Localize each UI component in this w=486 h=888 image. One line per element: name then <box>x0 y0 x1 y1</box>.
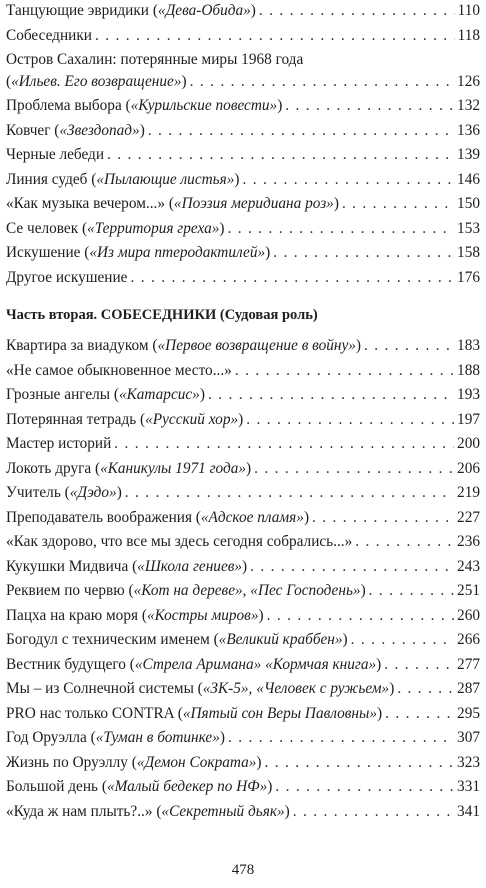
toc-group-part-two <box>6 337 480 827</box>
toc-entry-title: «Как здорово, что все мы здесь сегодня собрались...» <box>6 533 353 550</box>
toc-entry <box>6 386 480 411</box>
toc-page-number: 341 <box>457 802 480 820</box>
dot-leader <box>385 705 454 723</box>
toc-entry-title: Кукушки Мидвича («Школа гениев») <box>6 557 248 575</box>
toc-page-number: 206 <box>457 459 480 477</box>
dot-leader <box>114 435 454 453</box>
toc-page-number: 150 <box>457 195 480 212</box>
toc-entry <box>6 582 480 607</box>
toc-entry <box>6 558 480 583</box>
dot-leader <box>246 411 454 429</box>
dot-leader <box>364 337 454 355</box>
toc-entry <box>6 2 480 27</box>
toc-entry-title: Линия судеб («Пылающие листья») <box>6 170 240 188</box>
toc-entry-title: «Как музыка вечером...» («Поэзия меридиана роз») <box>6 195 339 212</box>
toc-page-number: 307 <box>457 729 480 746</box>
toc-entry <box>6 435 480 460</box>
toc-entry <box>6 729 480 754</box>
toc-entry <box>6 269 480 294</box>
toc-entry-title-line: Остров Сахалин: потерянные миры 1968 года <box>6 51 304 68</box>
dot-leader <box>397 680 454 698</box>
toc-page-number: 158 <box>457 244 480 261</box>
toc-page-number: 110 <box>457 2 480 19</box>
dot-leader <box>259 2 455 20</box>
toc-entry-title: Вестник будущего («Стрела Аримана» «Кормчая книга») <box>6 655 382 673</box>
dot-leader <box>190 73 454 91</box>
toc-entry <box>6 509 480 534</box>
toc-entry <box>6 27 480 52</box>
toc-entry-continued <box>6 73 480 97</box>
toc-page-number: 287 <box>457 680 480 697</box>
dot-leader <box>267 607 454 625</box>
toc-entry-title: Квартира за виадуком («Первое возвращение в войну») <box>6 337 362 354</box>
dot-leader <box>369 582 454 600</box>
part-heading: Часть вторая. СОБЕСЕДНИКИ (Судовая роль) <box>6 307 318 323</box>
toc-entry-title: Пацха на краю моря («Костры миров») <box>6 606 264 624</box>
toc-page-number: 188 <box>457 361 480 379</box>
dot-leader <box>107 146 454 164</box>
toc-page-number: 243 <box>457 557 480 575</box>
toc-entry <box>6 337 480 362</box>
toc-page-number: 219 <box>457 484 480 501</box>
dot-leader <box>355 533 454 551</box>
toc-entry-title: Ковчег («Звездопад») <box>6 121 145 139</box>
toc-entry-title: Мы – из Солнечной системы («ЗК-5», «Человек с ружьем») <box>6 680 395 697</box>
dot-leader <box>273 244 454 262</box>
dot-leader <box>265 754 455 772</box>
toc-page-number: 227 <box>457 508 480 526</box>
toc-entry-title: Искушение («Из мира птеродактилей») <box>6 244 271 261</box>
toc-entry-title: Жизнь по Оруэллу («Демон Сократа») <box>6 753 262 771</box>
toc-page-number: 266 <box>457 631 480 648</box>
toc-entry-title: Танцующие эвридики («Дева-Обида») <box>6 2 256 19</box>
dot-leader <box>125 484 454 502</box>
toc-entry <box>6 754 480 779</box>
toc-entry-sakhalin <box>6 51 480 97</box>
dot-leader <box>242 171 454 189</box>
toc-entry <box>6 705 480 730</box>
toc-entry-title: Преподаватель воображения («Адское пламя») <box>6 508 310 526</box>
toc-entry <box>6 680 480 705</box>
dot-leader <box>351 631 454 649</box>
toc-page-number: 323 <box>457 753 480 771</box>
toc-entry-title: Год Оруэлла («Туман в ботинке») <box>6 729 225 746</box>
dot-leader <box>384 656 454 674</box>
dot-leader <box>228 729 454 747</box>
toc-entry <box>6 460 480 485</box>
toc-entry <box>6 146 480 171</box>
toc-entry <box>6 607 480 632</box>
toc-group-part-one-a <box>6 2 480 51</box>
dot-leader <box>342 195 454 213</box>
toc-entry-title: Черные лебеди <box>6 146 105 163</box>
toc-entry <box>6 533 480 558</box>
toc-entry <box>6 362 480 387</box>
toc-page-number: 132 <box>457 97 480 114</box>
toc-page-number: 176 <box>457 268 480 286</box>
toc-entry <box>6 631 480 656</box>
toc-page-number: 251 <box>457 582 480 599</box>
toc-page-number: 197 <box>457 410 480 428</box>
toc-entry <box>6 411 480 436</box>
toc-page-number: 126 <box>457 72 480 90</box>
toc-group-part-one-b <box>6 97 480 293</box>
dot-leader <box>293 803 454 821</box>
dot-leader <box>95 27 455 45</box>
dot-leader <box>285 97 454 115</box>
toc-page-number: 193 <box>457 386 480 403</box>
toc-entry-title: Реквием по червю («Кот на дереве», «Пес Господень») <box>6 582 366 599</box>
toc-entry-title: Грозные ангелы («Катарсис») <box>6 386 205 403</box>
toc-entry <box>6 244 480 269</box>
dot-leader <box>235 362 454 380</box>
toc-entry <box>6 656 480 681</box>
toc-entry <box>6 778 480 803</box>
toc-entry-title: Се человек («Территория греха») <box>6 219 225 237</box>
page-number-folio: 478 <box>231 862 255 878</box>
dot-leader <box>254 460 454 478</box>
toc-entry-title: Потерянная тетрадь («Русский хор») <box>6 410 244 428</box>
dot-leader <box>148 122 454 140</box>
toc-page-number: 236 <box>457 533 480 550</box>
toc-page-number: 118 <box>457 26 480 44</box>
toc-entry-title: Локоть друга («Каникулы 1971 года») <box>6 459 252 477</box>
toc-page-number: 200 <box>457 435 480 452</box>
toc-entry-title: PRO нас только CONTRA («Пятый сон Веры Павловны») <box>6 704 383 722</box>
toc-entry <box>6 484 480 509</box>
toc-entry <box>6 122 480 147</box>
toc-entry <box>6 171 480 196</box>
toc-page-number: 295 <box>457 704 480 722</box>
toc-entry-title: «Куда ж нам плыть?..» («Секретный дьяк») <box>6 802 290 820</box>
toc-page-number: 153 <box>457 219 480 237</box>
toc-page-number: 183 <box>457 337 480 354</box>
table-of-contents <box>6 2 480 827</box>
toc-page-number: 260 <box>457 606 480 624</box>
dot-leader <box>208 386 454 404</box>
toc-entry <box>6 97 480 122</box>
toc-entry-title: («Ильев. Его возвращение») <box>6 72 187 90</box>
dot-leader <box>130 269 454 287</box>
toc-entry <box>6 195 480 220</box>
dot-leader <box>250 558 454 576</box>
toc-entry-title: «Не самое обыкновенное место...» <box>6 361 232 379</box>
toc-page-number: 139 <box>457 146 480 163</box>
toc-page-number: 146 <box>457 170 480 188</box>
toc-page-number: 277 <box>457 655 480 673</box>
dot-leader <box>228 220 455 238</box>
toc-entry-title: Учитель («Дэдо») <box>6 484 122 501</box>
toc-entry-title: Другое искушение <box>6 268 128 286</box>
toc-entry-title: Богодул с техническим именем («Великий краббен») <box>6 631 348 648</box>
toc-entry <box>6 220 480 245</box>
dot-leader <box>312 509 454 527</box>
toc-page-number: 136 <box>457 121 480 139</box>
dot-leader <box>275 778 454 796</box>
toc-entry-title: Собеседники <box>6 26 92 44</box>
toc-entry-title: Мастер историй <box>6 435 112 452</box>
toc-entry-title: Большой день («Малый бедекер по НФ») <box>6 778 273 795</box>
toc-page-number: 331 <box>457 778 480 795</box>
toc-entry-title: Проблема выбора («Курильские повести») <box>6 97 283 114</box>
toc-entry <box>6 803 480 828</box>
